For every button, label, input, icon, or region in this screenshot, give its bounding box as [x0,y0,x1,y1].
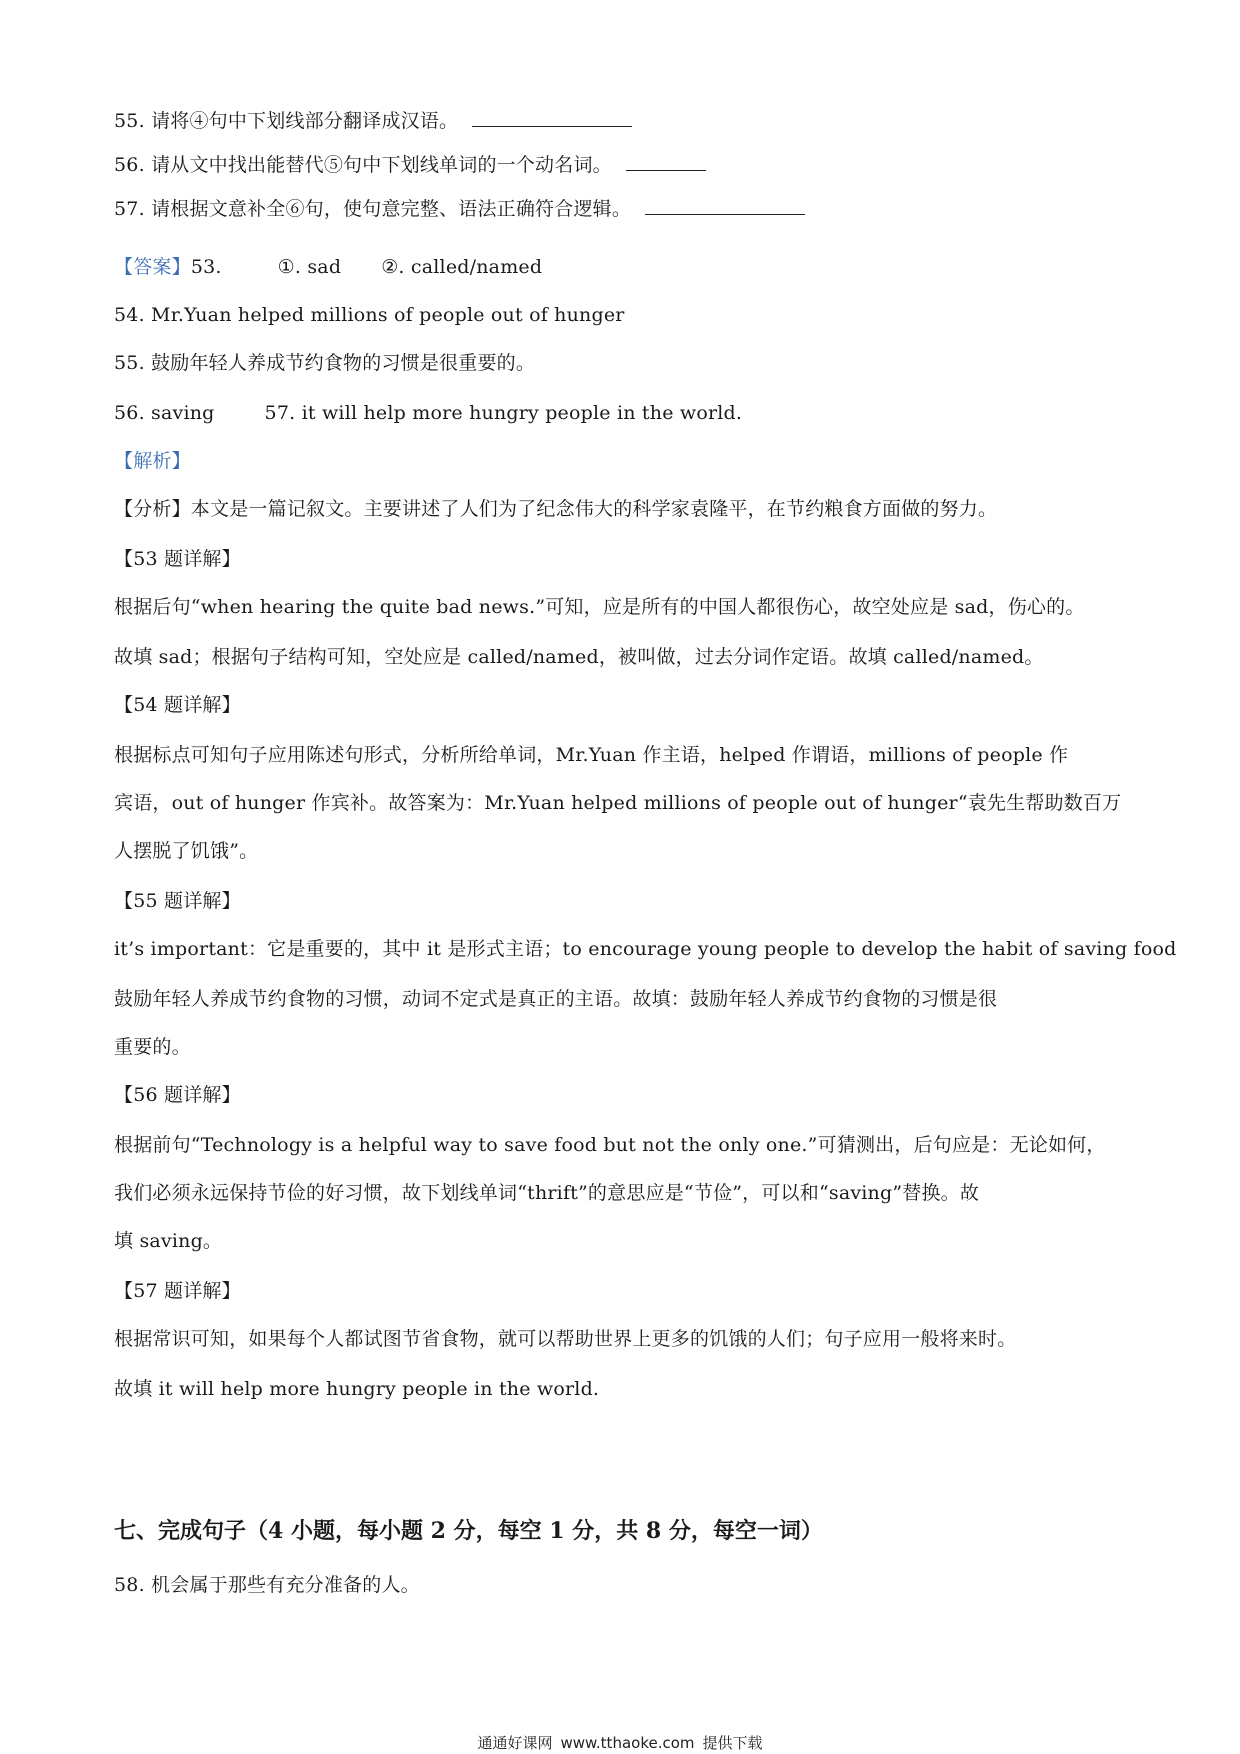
question-56-text: 56. 请从文中找出能替代⑤句中下划线单词的一个动名词。 [114,154,612,176]
answer-blank [645,196,805,215]
detail-57-title: 【57 题详解】 [114,1280,241,1302]
detail-55-line: it’s important：它是重要的，其中 it 是形式主语；to encourage young people to develop the habit of saving food [114,938,1177,960]
detail-55-line: 鼓励年轻人养成节约食物的习惯，动词不定式是真正的主语。故填：鼓励年轻人养成节约食物的习惯是很 [114,988,998,1010]
answer-label: 【答案】 [114,256,191,278]
detail-55-line: 重要的。 [114,1036,191,1058]
detail-54-title: 【54 题详解】 [114,694,241,716]
answer-56-57 [114,400,1134,426]
answer-blank [626,152,706,171]
detail-56-line: 根据前句“Technology is a helpful way to save food but not the only one.”可猜测出，后句应是：无论如何， [114,1134,1106,1156]
answer-55: 55. 鼓励年轻人养成节约食物的习惯是很重要的。 [114,352,536,374]
answer-53 [114,254,1134,280]
detail-54-line: 根据标点可知句子应用陈述句形式，分析所给单词，Mr.Yuan 作主语，helped 作谓语，millions of people 作 [114,744,1069,766]
detail-54-line: 人摆脱了饥饿”。 [114,840,259,862]
answer-53-number: 53. [190,256,222,278]
answer-53-blank-1: ①. sad [277,256,342,278]
page-footer [0,1732,1240,1753]
detail-57-line: 故填 it will help more hungry people in the world. [114,1378,600,1400]
answer-54: 54. Mr.Yuan helped millions of people out of hunger [114,304,625,326]
footer-site-name: 通通好课网 [477,1734,553,1752]
question-55 [114,108,1134,134]
question-55-text: 55. 请将④句中下划线部分翻译成汉语。 [114,110,459,132]
detail-53-line: 故填 sad；根据句子结构可知，空处应是 called/named，被叫做，过去分词作定语。故填 called/named。 [114,646,1044,668]
answer-56: 56. saving [114,402,215,424]
footer-suffix: 提供下载 [702,1734,763,1752]
detail-53-title: 【53 题详解】 [114,548,241,570]
analysis-summary: 【分析】本文是一篇记叙文。主要讲述了人们为了纪念伟大的科学家袁隆平，在节约粮食方面做的努力。 [114,498,998,520]
footer-url[interactable]: www.tthaoke.com [560,1734,695,1752]
analysis-label: 【解析】 [114,450,191,472]
answer-53-blank-2: ②. called/named [381,256,543,278]
answer-blank [472,108,632,127]
detail-56-title: 【56 题详解】 [114,1084,241,1106]
detail-53-line: 根据后句“when hearing the quite bad news.”可知，应是所有的中国人都很伤心，故空处应是 sad，伤心的。 [114,596,1085,618]
detail-56-line: 填 saving。 [114,1230,223,1252]
section-heading: 七、完成句子（4 小题，每小题 2 分，每空 1 分，共 8 分，每空一词） [114,1518,823,1544]
question-57-text: 57. 请根据文意补全⑥句，使句意完整、语法正确符合逻辑。 [114,198,632,220]
detail-54-line: 宾语，out of hunger 作宾补。故答案为：Mr.Yuan helped millions of people out of hunger“袁先生帮助数百万 [114,792,1122,814]
detail-56-line: 我们必须永远保持节俭的好习惯，故下划线单词“thrift”的意思应是“节俭”，可以和“saving”替换。故 [114,1182,980,1204]
question-57 [114,196,1134,222]
question-58: 58. 机会属于那些有充分准备的人。 [114,1574,420,1596]
answer-57: 57. it will help more hungry people in the world. [264,402,743,424]
detail-57-line: 根据常识可知，如果每个人都试图节省食物，就可以帮助世界上更多的饥饿的人们；句子应用一般将来时。 [114,1328,1017,1350]
detail-55-title: 【55 题详解】 [114,890,241,912]
question-56 [114,152,1134,178]
